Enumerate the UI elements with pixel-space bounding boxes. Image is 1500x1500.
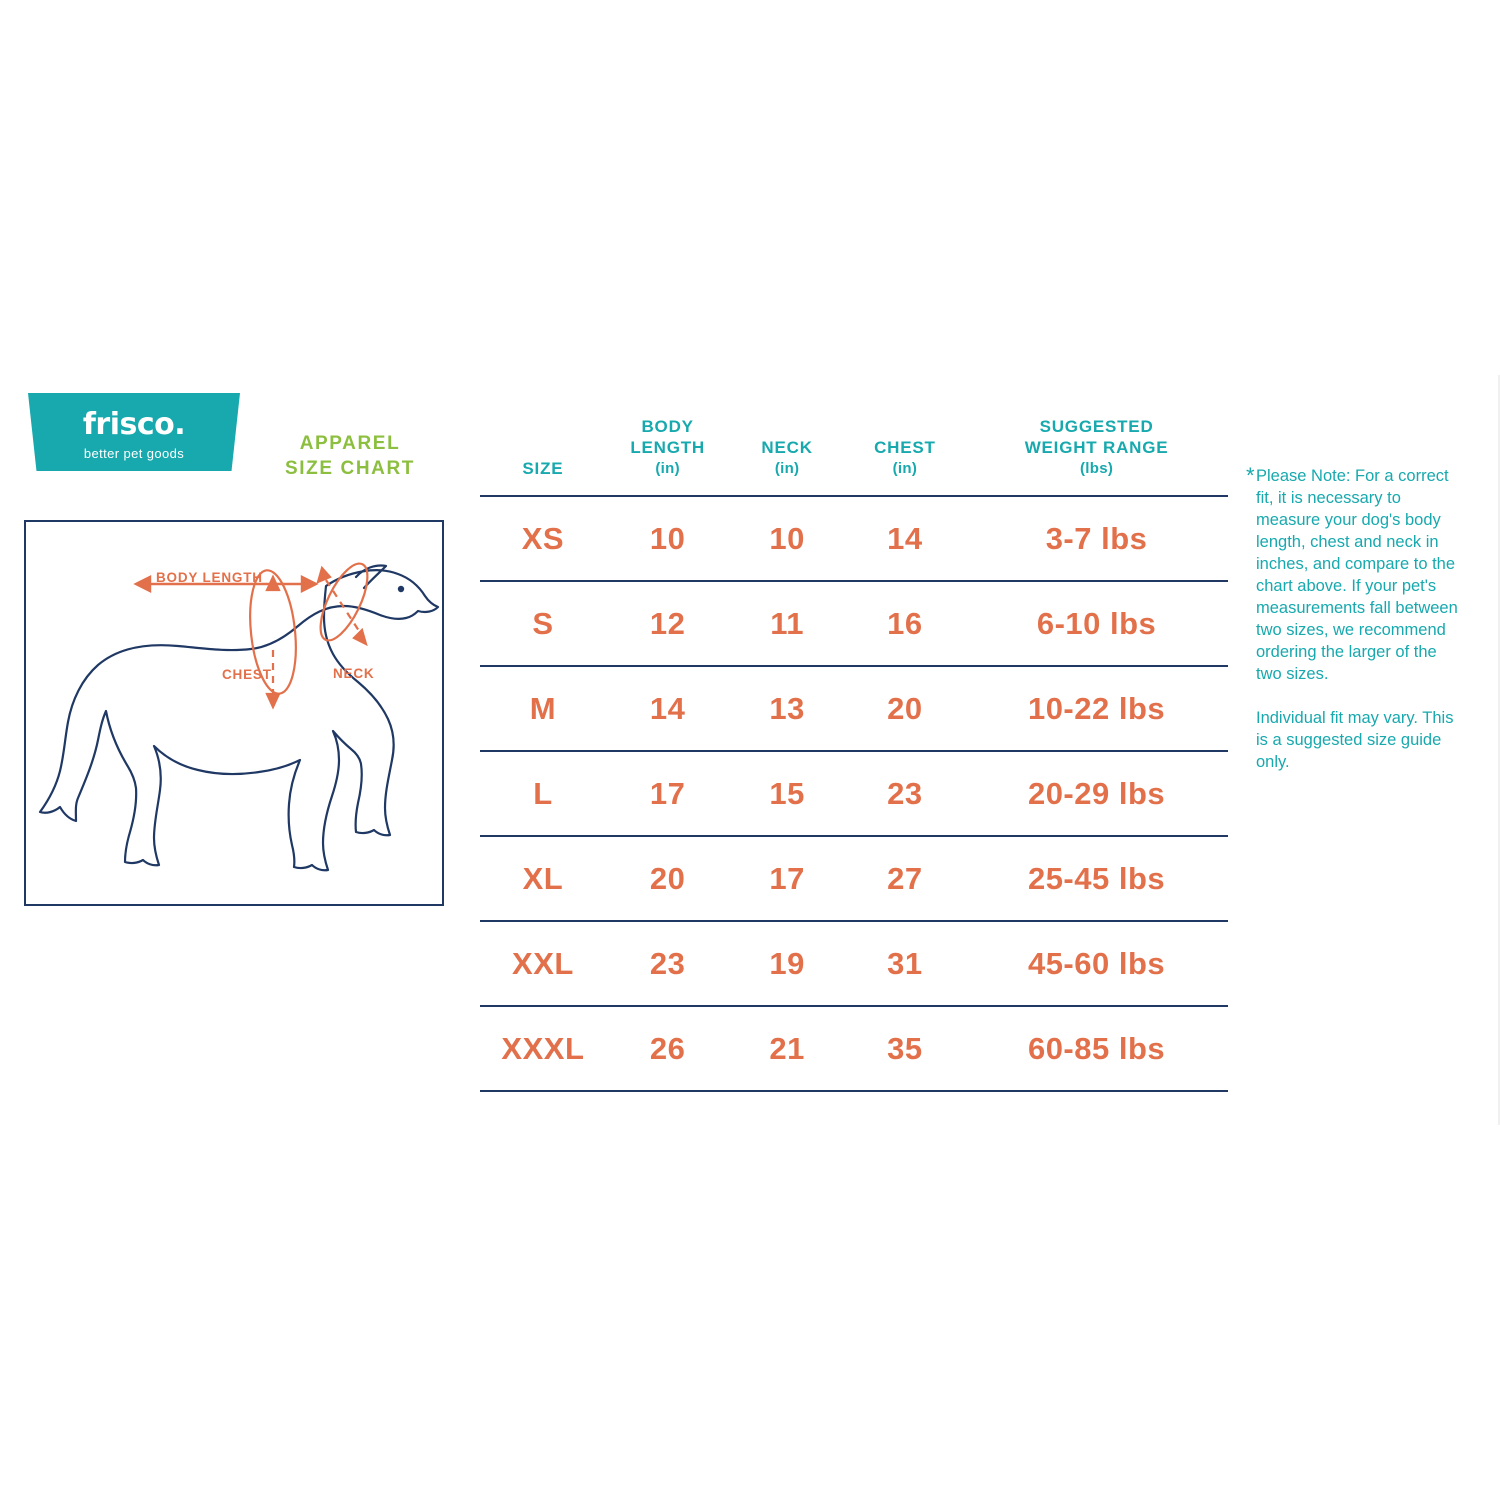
cell-body-length: 23 xyxy=(606,921,730,1006)
table-row xyxy=(480,836,1228,921)
diagram-label-chest: CHEST xyxy=(222,667,272,682)
header-suggested-weight-range: SUGGESTED WEIGHT RANGE (lbs) xyxy=(1024,417,1169,477)
cell-neck: 10 xyxy=(729,496,844,581)
cell-weight: 25-45 lbs xyxy=(965,836,1228,921)
cell-body-length: 26 xyxy=(606,1006,730,1091)
diagram-label-neck: NECK xyxy=(333,666,375,681)
cell-weight: 60-85 lbs xyxy=(965,1006,1228,1091)
cell-chest: 14 xyxy=(845,496,965,581)
cell-chest: 20 xyxy=(845,666,965,751)
cell-chest: 27 xyxy=(845,836,965,921)
size-table xyxy=(480,415,1228,1092)
cell-neck: 15 xyxy=(729,751,844,836)
cell-weight: 10-22 lbs xyxy=(965,666,1228,751)
size-table-head xyxy=(480,415,1228,496)
table-row xyxy=(480,751,1228,836)
note-paragraph-2: Individual fit may vary. This is a suggested size guide only. xyxy=(1256,709,1454,771)
table-header-row xyxy=(480,415,1228,496)
cell-neck: 19 xyxy=(729,921,844,1006)
header-chest: CHEST (in) xyxy=(874,438,936,477)
table-row xyxy=(480,666,1228,751)
size-table-body xyxy=(480,496,1228,1091)
cell-size: XS xyxy=(480,496,606,581)
table-row xyxy=(480,1006,1228,1091)
cell-body-length: 14 xyxy=(606,666,730,751)
header-size: SIZE xyxy=(522,459,564,478)
cell-chest: 35 xyxy=(845,1006,965,1091)
page-title-line2: SIZE CHART xyxy=(285,458,415,479)
note-paragraph-1: Please Note: For a correct fit, it is necessary to measure your dog's body length, chest and neck in inches, and compare to the chart above. If your pet's measurements fall between two sizes, we recommend ordering the larger of the two sizes. xyxy=(1256,467,1458,683)
cell-weight: 6-10 lbs xyxy=(965,581,1228,666)
cell-neck: 17 xyxy=(729,836,844,921)
cell-chest: 23 xyxy=(845,751,965,836)
header-neck: NECK (in) xyxy=(761,438,813,477)
cell-size: XXL xyxy=(480,921,606,1006)
cell-weight: 3-7 lbs xyxy=(965,496,1228,581)
dog-measurement-diagram xyxy=(24,520,444,906)
size-table-container xyxy=(480,415,1228,1092)
cell-weight: 45-60 lbs xyxy=(965,921,1228,1006)
cell-body-length: 17 xyxy=(606,751,730,836)
cell-neck: 11 xyxy=(729,581,844,666)
cell-chest: 31 xyxy=(845,921,965,1006)
cell-size: S xyxy=(480,581,606,666)
table-row xyxy=(480,581,1228,666)
note-asterisk: * xyxy=(1246,463,1255,488)
cell-weight: 20-29 lbs xyxy=(965,751,1228,836)
cell-body-length: 10 xyxy=(606,496,730,581)
header-body-length: BODY LENGTH (in) xyxy=(630,417,705,477)
page-title xyxy=(270,431,430,481)
cell-size: XXXL xyxy=(480,1006,606,1091)
diagram-label-body-length: BODY LENGTH xyxy=(156,570,263,585)
cell-body-length: 12 xyxy=(606,581,730,666)
table-row xyxy=(480,496,1228,581)
table-row xyxy=(480,921,1228,1006)
cell-body-length: 20 xyxy=(606,836,730,921)
size-chart-sheet xyxy=(0,375,1500,1125)
cell-neck: 13 xyxy=(729,666,844,751)
logo-tagline: better pet goods xyxy=(83,446,185,461)
frisco-logo xyxy=(28,393,240,471)
cell-neck: 21 xyxy=(729,1006,844,1091)
cell-chest: 16 xyxy=(845,581,965,666)
logo-wordmark: frisco. xyxy=(82,407,186,442)
cell-size: L xyxy=(480,751,606,836)
cell-size: XL xyxy=(480,836,606,921)
cell-size: M xyxy=(480,666,606,751)
please-note-block xyxy=(1246,463,1466,773)
page-title-line1: APPAREL xyxy=(299,433,401,454)
